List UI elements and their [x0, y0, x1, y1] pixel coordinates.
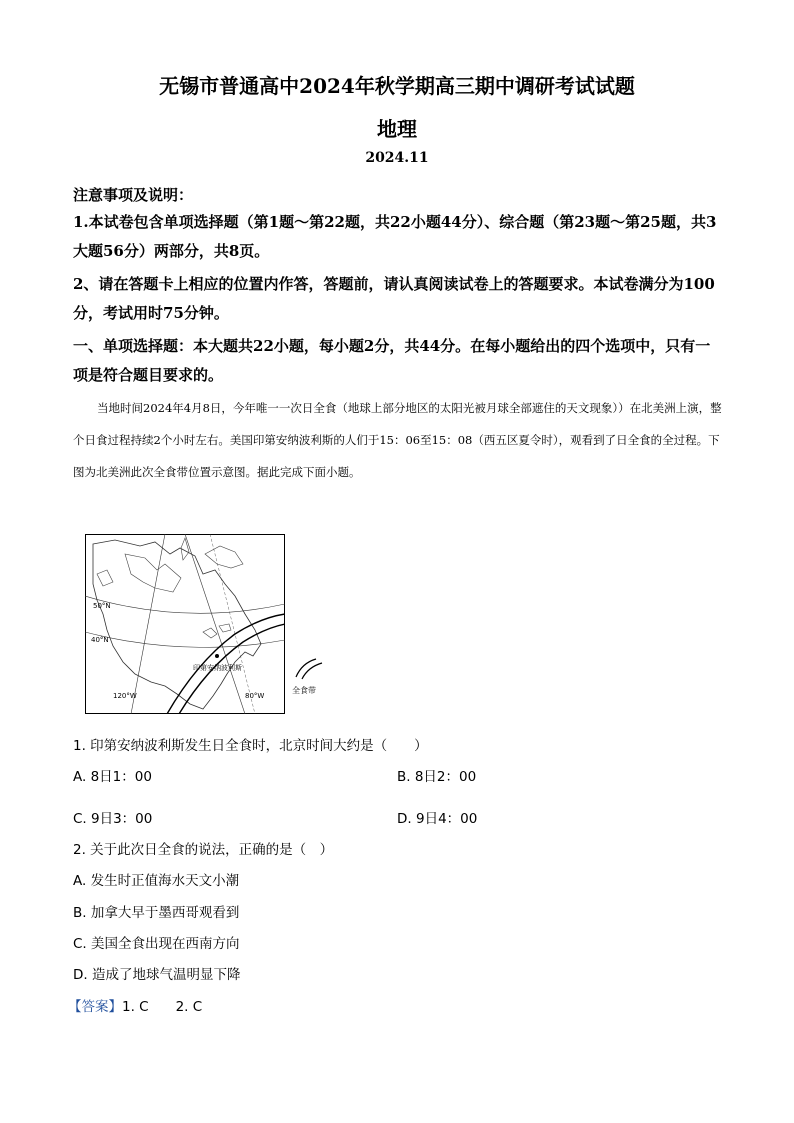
notes-heading: 注意事项及说明： — [73, 186, 194, 204]
question-1-option-b[interactable]: B. 8日2：00 — [397, 769, 477, 785]
lat-50-label: 50°N — [93, 602, 111, 610]
legend-label: 全食带 — [292, 686, 316, 695]
answer-tag: 【答案】 — [68, 999, 122, 1015]
question-1-stem: 1. 印第安纳波利斯发生日全食时，北京时间大约是（ ） — [73, 738, 428, 754]
city-label: 印第安纳波利斯 — [193, 664, 242, 672]
lon-120-label: 120°W — [113, 692, 137, 700]
answer-text: 1. C 2. C — [122, 999, 203, 1015]
notes-item-2: 2、请在答题卡上相应的位置内作答，答题前，请认真阅读试卷上的答题要求。本试卷满分为100分，考试用时75分钟。 — [73, 275, 715, 322]
question-1-option-a[interactable]: A. 8日1：00 — [73, 769, 152, 785]
question-2-option-d[interactable]: D. 造成了地球气温明显下降 — [73, 967, 241, 983]
eclipse-path-map — [85, 534, 285, 714]
subject-title: 地理 — [377, 117, 417, 141]
section-heading: 一、单项选择题：本大题共22小题，每小题2分，共44分。在每小题给出的四个选项中，只有一项是符合题目要求的。 — [73, 337, 711, 384]
answer-line — [68, 995, 202, 1015]
exam-title: 无锡市普通高中2024年秋学期高三期中调研考试试题 — [159, 74, 635, 98]
passage-text: 当地时间2024年4月8日，今年唯一一次日全食（地球上部分地区的太阳光被月球全部遮住的天文现象））在北美洲上演，整个日食过程持续2个小时左右。美国印第安纳波利斯的人们于15：06至15：08（西五区夏令时），观看到了日全食的全过程。下图为北美洲此次全食带位置示意图。据此完成下面小题。 — [73, 401, 722, 479]
map-legend — [290, 655, 340, 700]
lat-40-label: 40°N — [91, 636, 109, 644]
question-1-option-c[interactable]: C. 9日3：00 — [73, 811, 153, 827]
question-1-option-d[interactable]: D. 9日4：00 — [397, 811, 478, 827]
notes-item-1: 1.本试卷包含单项选择题（第1题～第22题，共22小题44分）、综合题（第23题～第25题，共3大题56分）两部分，共8页。 — [73, 213, 717, 260]
question-2-option-b[interactable]: B. 加拿大早于墨西哥观看到 — [73, 905, 240, 921]
question-2-stem: 2. 关于此次日全食的说法，正确的是（ ） — [73, 842, 334, 858]
question-2-option-c[interactable]: C. 美国全食出现在西南方向 — [73, 936, 240, 952]
question-2-option-a[interactable]: A. 发生时正值海水天文小潮 — [73, 873, 240, 889]
exam-date: 2024.11 — [365, 150, 429, 166]
lon-80-label: 80°W — [245, 692, 265, 700]
